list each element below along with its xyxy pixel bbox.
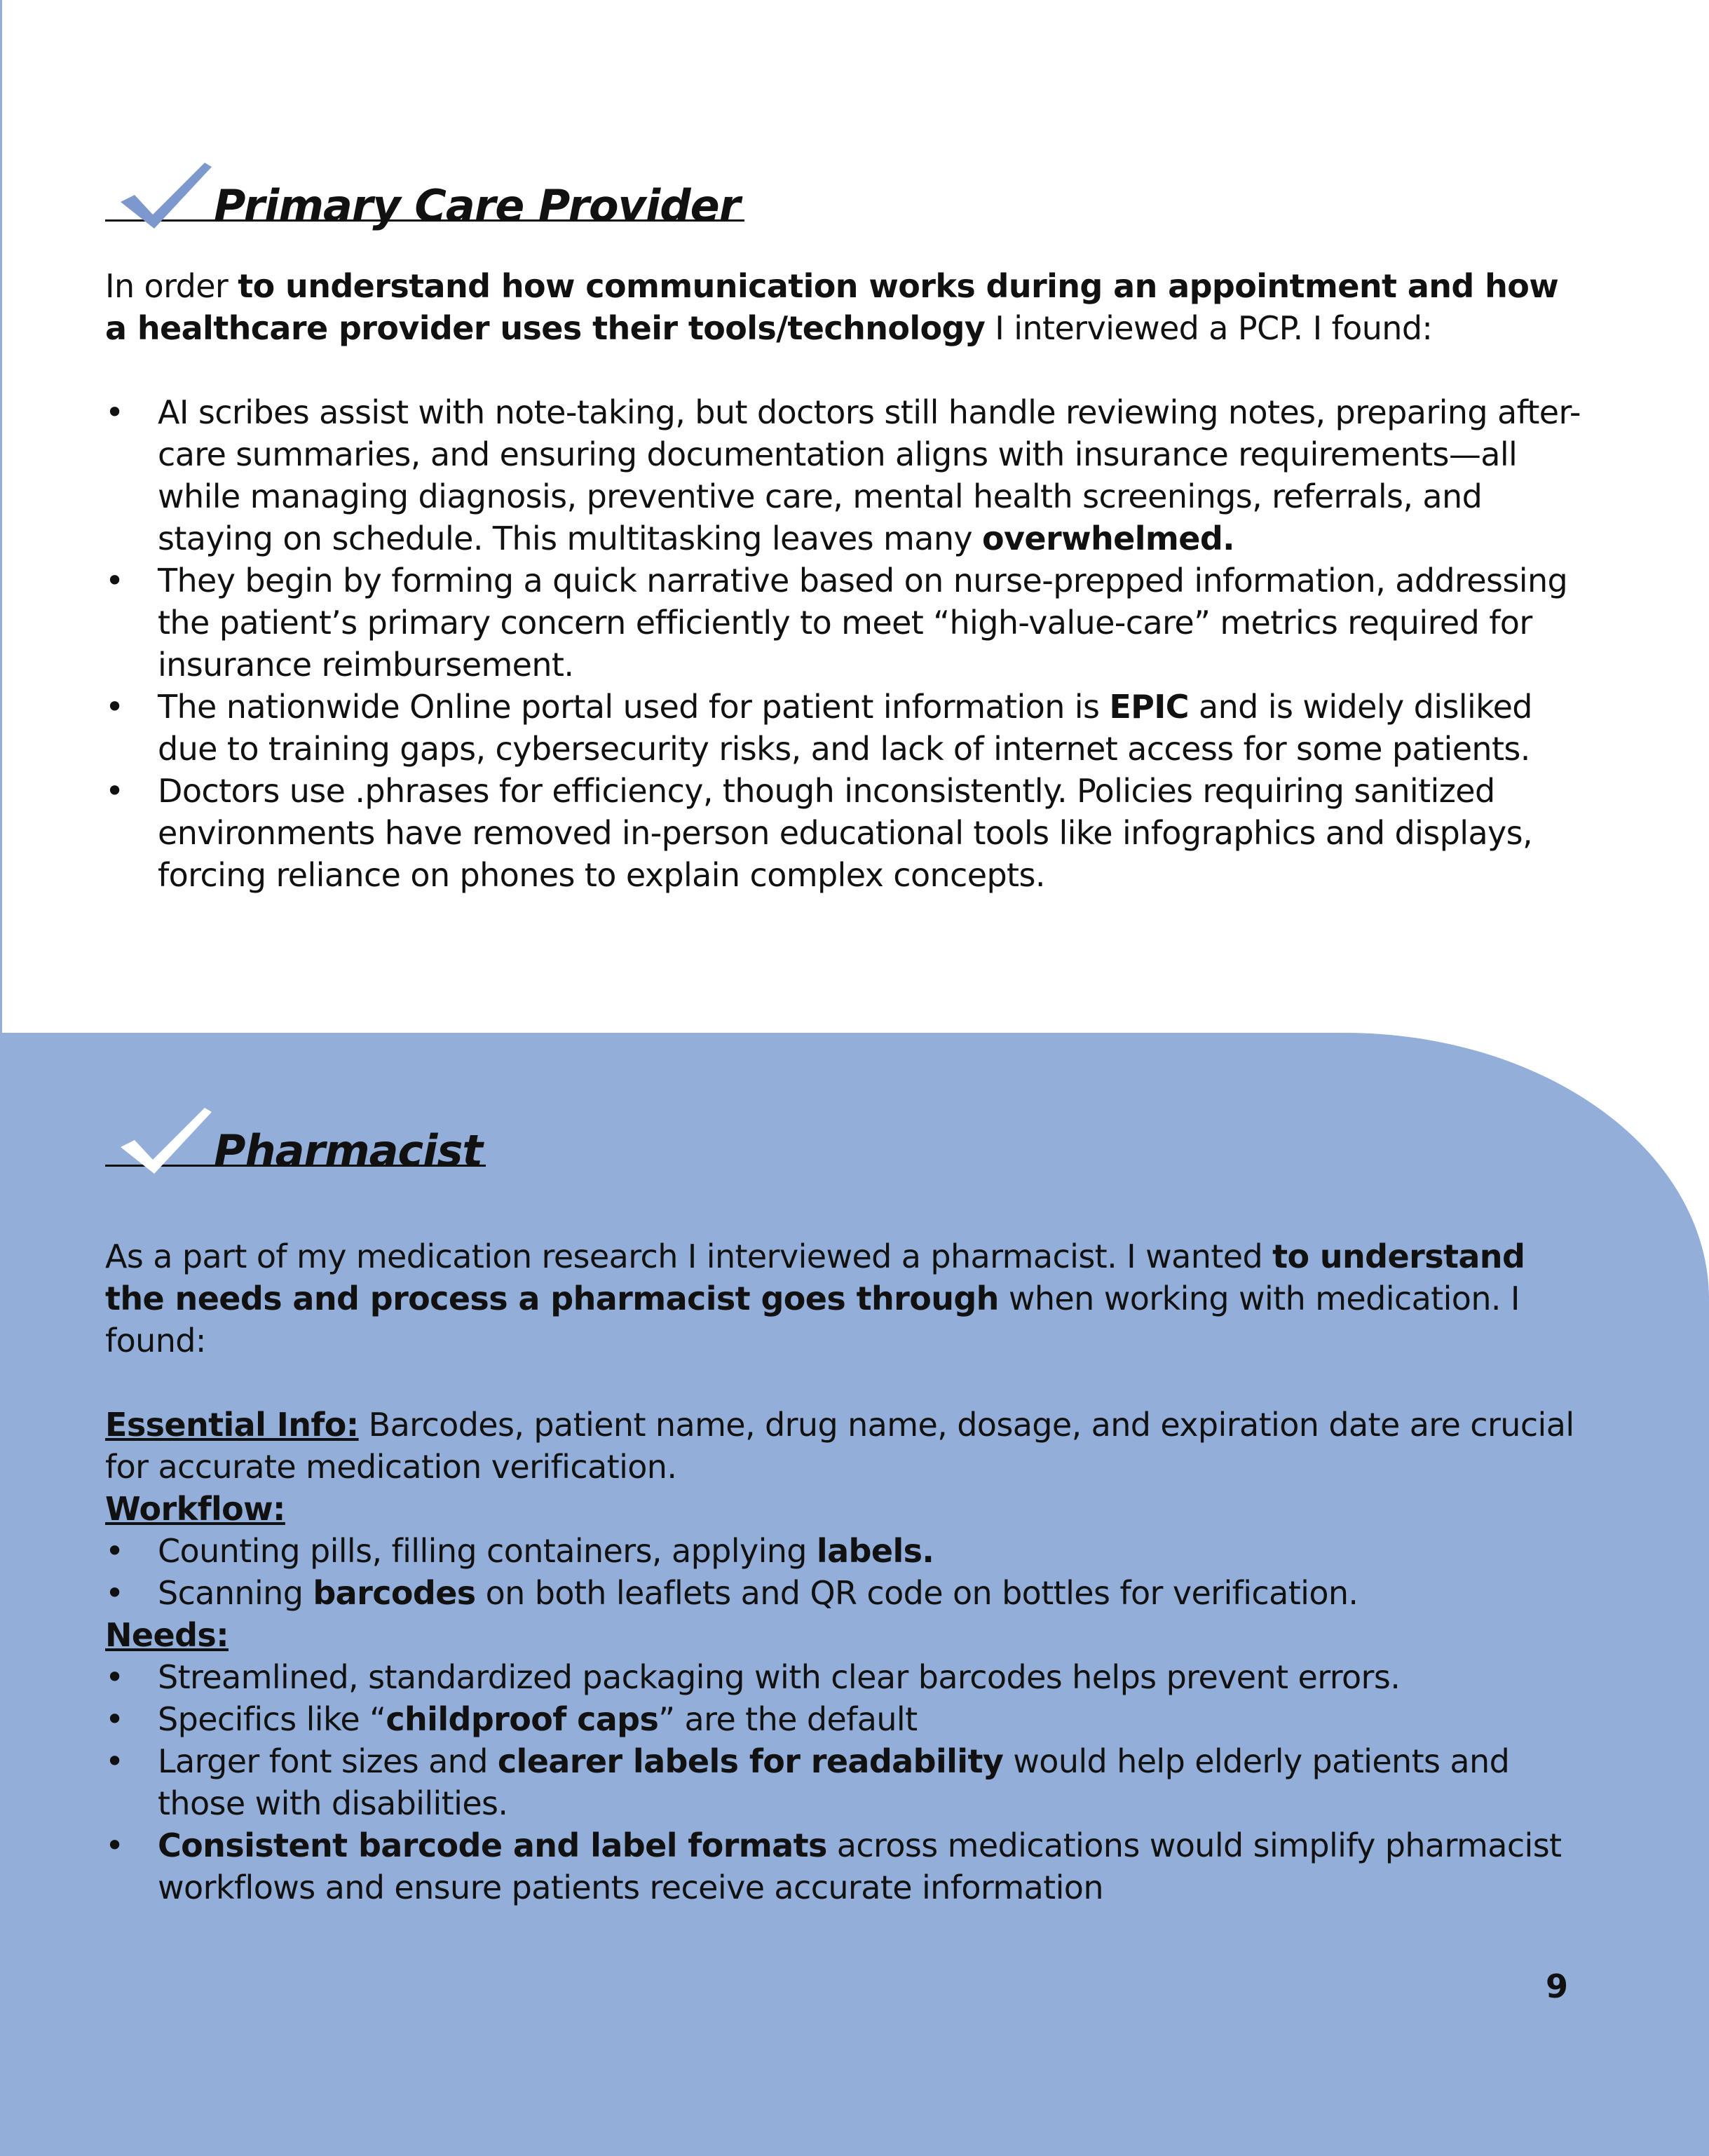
list-item: [105, 1656, 1584, 1698]
list-item-text: They begin by forming a quick narrative based on nurse-prepped information, addressing the patient’s primary concern efficiently to meet “high-value-care” metrics required for insurance reimbursement.: [158, 562, 1568, 684]
needs-list: [105, 1656, 1584, 1908]
workflow-label-row: [105, 1488, 1584, 1530]
list-item-bold: barcodes: [313, 1574, 476, 1612]
needs-label: Needs:: [105, 1616, 229, 1654]
essential-info-text: Barcodes, patient name, drug name, dosage, and expiration date are crucial for accurate medication verification.: [105, 1406, 1574, 1486]
left-edge-rule: [0, 0, 2, 1034]
list-item-text: Streamlined, standardized packaging with clear barcodes helps prevent errors.: [158, 1658, 1401, 1696]
pharmacist-heading: Pharmacist: [214, 1125, 482, 1177]
list-item-bold: labels.: [816, 1532, 934, 1570]
list-item-text: Scanning: [158, 1574, 313, 1612]
pharmacist-heading-row: [105, 1110, 778, 1177]
list-item: [105, 1530, 1584, 1572]
list-item-text-end: ” are the default: [658, 1700, 918, 1738]
list-item: [105, 391, 1584, 560]
list-item-text-end: would help elderly patients and those with disabilities.: [158, 1742, 1510, 1822]
needs-label-row: [105, 1614, 1584, 1656]
list-item: [105, 1698, 1584, 1740]
list-item-text: Counting pills, filling containers, applying: [158, 1532, 817, 1570]
pharmacist-section: [105, 1110, 1584, 1908]
pcp-intro-text: In order: [105, 267, 238, 305]
list-item-text-end: on both leaflets and QR code on bottles for verification.: [475, 1574, 1359, 1612]
list-item-text: AI scribes assist with note-taking, but doctors still handle reviewing notes, preparing after-care summaries, and ensuring documentation aligns with insurance requirements—all while managing diagnosis, preventive care, mental health screenings, referrals, and staying on schedule. This multitasking leaves many: [158, 393, 1581, 557]
list-item: [105, 1740, 1584, 1824]
pcp-intro-bold: to understand how communication works during an appointment and how a healthcare provider uses their tools/technology: [105, 267, 1559, 347]
list-item-text-end: and is widely disliked due to training gaps, cybersecurity risks, and lack of internet access for some patients.: [158, 688, 1532, 768]
pcp-intro: [105, 265, 1584, 349]
pcp-heading: Primary Care Provider: [214, 180, 740, 231]
essential-info: [105, 1404, 1584, 1488]
checkmark-icon: [119, 160, 217, 230]
list-item: [105, 560, 1584, 686]
essential-info-label: Essential Info:: [105, 1406, 359, 1444]
list-item-bold: clearer labels for readability: [497, 1742, 1004, 1780]
list-item-bold: Consistent barcode and label formats: [158, 1826, 827, 1864]
list-item-bold: overwhelmed.: [982, 520, 1235, 557]
pharmacist-intro: [105, 1235, 1584, 1362]
workflow-label: Workflow:: [105, 1490, 285, 1528]
page-number: 9: [1546, 1967, 1569, 2005]
pcp-intro-text-end: I interviewed a PCP. I found:: [985, 309, 1433, 347]
list-item-text: Doctors use .phrases for efficiency, though inconsistently. Policies requiring sanitized environments have removed in-person educational tools like infographics and displays, forcing reliance on phones to explain complex concepts.: [158, 772, 1533, 894]
pharmacist-intro-text-end: when working with medication. I found:: [105, 1280, 1520, 1360]
pcp-findings-list: [105, 391, 1584, 896]
list-item-text: The nationwide Online portal used for patient information is: [158, 688, 1110, 726]
list-item: [105, 686, 1584, 770]
list-item: [105, 770, 1584, 896]
list-item-bold: EPIC: [1109, 688, 1189, 726]
pcp-section: [105, 165, 1584, 896]
list-item-bold: childproof caps: [386, 1700, 659, 1738]
checkmark-icon: [119, 1105, 217, 1175]
list-item-text: Larger font sizes and: [158, 1742, 498, 1780]
workflow-list: [105, 1530, 1584, 1614]
pharmacist-intro-text: As a part of my medication research I interviewed a pharmacist. I wanted: [105, 1238, 1273, 1275]
pharmacist-intro-bold: to understand the needs and process a pharmacist goes through: [105, 1238, 1525, 1317]
list-item: [105, 1572, 1584, 1614]
list-item: [105, 1824, 1584, 1908]
pcp-heading-row: [105, 165, 778, 231]
list-item-text: Specifics like “: [158, 1700, 386, 1738]
list-item-text-end: across medications would simplify pharmacist workflows and ensure patients receive accurate information: [158, 1826, 1562, 1906]
